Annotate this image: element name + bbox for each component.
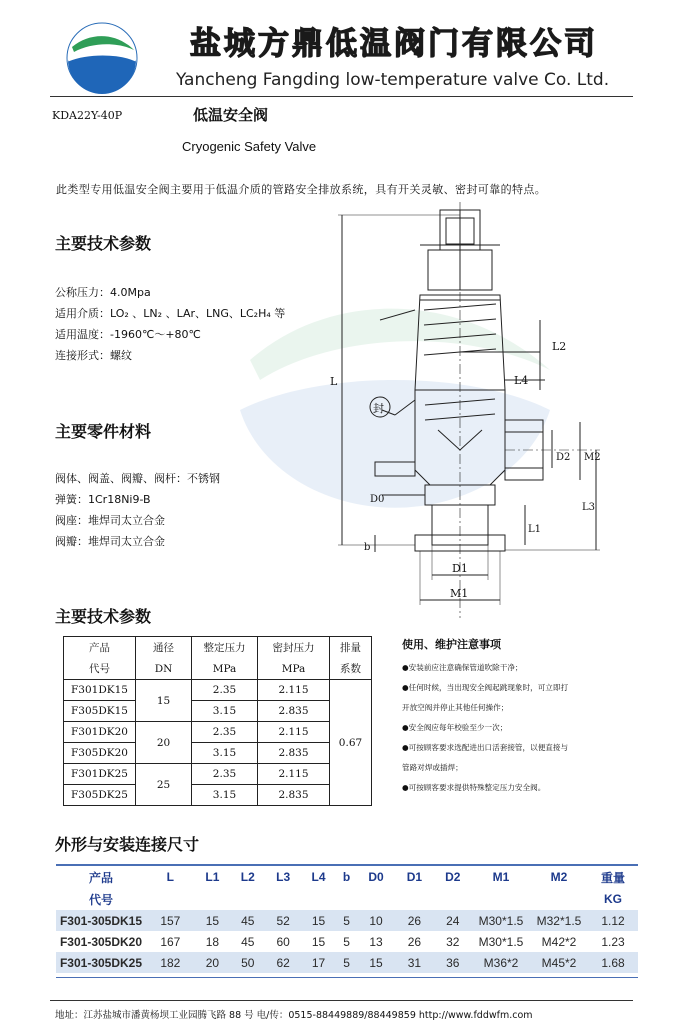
dims-model: F301-305DK20 — [59, 934, 143, 949]
param-set-pressure: 2.35 — [192, 722, 258, 743]
dims-cell: 18 — [205, 934, 220, 949]
dims-bottom-rule — [56, 977, 638, 978]
dims-cell: 45 — [230, 910, 265, 931]
spec-connection: 连接形式：螺纹 — [55, 349, 132, 362]
dims-header: L2 — [240, 870, 255, 884]
table-row — [64, 785, 372, 806]
param-set-pressure: 3.15 — [192, 785, 258, 806]
param-header: 代号 — [64, 658, 136, 680]
table-row — [64, 764, 372, 785]
dims-cell: M32*1.5 — [530, 910, 588, 931]
param-discharge-coefficient: 0.67 — [330, 680, 372, 806]
dim-label-b: b — [364, 542, 371, 553]
dim-label-D1: D1 — [452, 562, 468, 575]
dims-header: b — [342, 870, 351, 884]
dims-cell: 157 — [146, 910, 195, 931]
dim-label-L2: L2 — [552, 340, 567, 353]
dims-cell: 62 — [265, 952, 300, 973]
header-divider — [50, 96, 633, 97]
dims-cell: 15 — [311, 934, 326, 949]
note-item: ●安全阀应每年校验至少一次； — [402, 723, 508, 732]
dims-cell: M36*2 — [472, 952, 530, 973]
dims-cell: 45 — [241, 934, 255, 949]
param-header: 通径 — [136, 637, 192, 659]
dims-cell: 24 — [434, 910, 472, 931]
param-header: 整定压力 — [192, 637, 258, 659]
materials-list — [55, 468, 220, 552]
dim-label-L: L — [330, 375, 338, 388]
dims-cell: M45*2 — [530, 952, 588, 973]
dims-cell: 60 — [276, 934, 290, 949]
company-name-cn: 盐城方鼎低温阀门有限公司 — [190, 26, 598, 62]
dims-section-title: 外形与安装连接尺寸 — [55, 835, 200, 854]
material-seat: 阀座：堆焊司太立合金 — [55, 514, 165, 527]
spec-media: 适用介质：LO₂ 、LN₂ 、LAr、LNG、LC₂H₄ 等 — [55, 307, 286, 320]
param-dn: 20 — [136, 722, 192, 764]
params-section-title: 主要技术参数 — [55, 607, 152, 626]
dims-table — [56, 866, 638, 973]
dims-header: M2 — [550, 870, 568, 884]
param-seal-pressure: 2.115 — [258, 680, 330, 701]
materials-section-title: 主要零件材料 — [55, 422, 152, 441]
dims-cell: 36 — [434, 952, 472, 973]
note-item: 开放空阀并停止其他任何操作； — [402, 703, 509, 712]
param-header: 系数 — [330, 658, 372, 680]
param-model: F305DK15 — [64, 701, 136, 722]
dims-header: 代号 — [88, 892, 113, 907]
seal-label: 封 — [373, 402, 384, 415]
material-body: 阀体、阀盖、阀瓣、阀杆：不锈钢 — [55, 472, 220, 485]
product-subtitle: Cryogenic Safety Valve — [182, 139, 317, 154]
footer-contact: 地址：江苏盐城市潘黄杨坝工业园腾飞路 88 号 电/传：0515-88449889/88449859 http://www.fddwfm.com — [55, 1010, 533, 1021]
note-item: ●可按顾客要求选配进出口活套接管，以便直接与 — [402, 743, 569, 752]
material-spring: 弹簧：1Cr18Ni9-B — [55, 493, 151, 506]
dims-cell: M42*2 — [541, 934, 577, 949]
dims-cell: 15 — [195, 910, 230, 931]
dims-cell: 52 — [265, 910, 300, 931]
dims-cell: 5 — [343, 934, 350, 949]
dims-cell: 5 — [336, 910, 357, 931]
company-name-en: Yancheng Fangding low-temperature valve Co. Ltd. — [176, 70, 610, 90]
params-table — [63, 636, 372, 806]
param-header: MPa — [258, 658, 330, 680]
company-logo-icon — [66, 22, 138, 94]
dims-cell: 32 — [446, 934, 460, 949]
param-set-pressure: 2.35 — [192, 680, 258, 701]
dims-cell: 5 — [336, 952, 357, 973]
param-header: DN — [136, 658, 192, 680]
dim-label-L4: L4 — [514, 374, 529, 387]
param-seal-pressure: 2.835 — [258, 785, 330, 806]
dims-weight: 1.68 — [588, 952, 638, 973]
table-row — [56, 910, 638, 931]
dims-header: 产品 — [88, 870, 113, 885]
dim-label-L1: L1 — [528, 524, 542, 535]
model-code: KDA22Y-40P — [52, 109, 123, 122]
dims-header: KG — [604, 892, 622, 906]
param-header: 密封压力 — [258, 637, 330, 659]
dims-weight: 1.23 — [601, 934, 625, 949]
table-row — [64, 722, 372, 743]
valve-technical-drawing — [320, 200, 620, 620]
param-header: 排量 — [330, 637, 372, 659]
note-item: 管路对焊或插焊； — [402, 763, 463, 772]
table-row — [56, 952, 638, 973]
notes-title: 使用、维护注意事项 — [402, 638, 501, 651]
table-row — [64, 743, 372, 764]
param-seal-pressure: 2.835 — [258, 743, 330, 764]
spec-temperature: 适用温度：-1960℃～+80℃ — [55, 328, 201, 341]
dims-header: L4 — [311, 870, 326, 884]
param-model: F301DK20 — [64, 722, 136, 743]
param-dn: 25 — [136, 764, 192, 806]
dims-header: 重量 — [600, 870, 625, 885]
footer-divider — [50, 1000, 633, 1001]
dims-model: F301-305DK25 — [56, 952, 146, 973]
dim-label-D2: D2 — [556, 452, 571, 463]
note-item: ●可按顾客要求提供特殊整定压力安全阀。 — [402, 783, 546, 792]
dim-label-L3: L3 — [582, 502, 596, 513]
dims-model: F301-305DK15 — [56, 910, 146, 931]
dims-cell: 10 — [357, 910, 395, 931]
table-row — [64, 680, 372, 701]
dims-cell: 15 — [357, 952, 395, 973]
maintenance-notes — [402, 636, 642, 798]
dims-cell: 13 — [369, 934, 383, 949]
note-item: ●任何时候，当出现安全阀起跳现象时，可立即打 — [402, 683, 569, 692]
param-set-pressure: 3.15 — [192, 743, 258, 764]
param-model: F301DK25 — [64, 764, 136, 785]
dims-header-row-1 — [56, 866, 638, 888]
note-item: ●安装前应注意确保管道吹除干净； — [402, 663, 523, 672]
dim-label-M2: M2 — [584, 452, 601, 463]
dims-cell: 26 — [407, 934, 422, 949]
dims-cell: 26 — [395, 910, 433, 931]
dims-weight: 1.12 — [588, 910, 638, 931]
table-row — [56, 931, 638, 952]
dims-header-row-2 — [56, 888, 638, 910]
param-seal-pressure: 2.115 — [258, 722, 330, 743]
table-row — [64, 701, 372, 722]
param-set-pressure: 2.35 — [192, 764, 258, 785]
param-header: MPa — [192, 658, 258, 680]
spec-pressure: 公称压力：4.0Mpa — [55, 286, 151, 299]
intro-paragraph: 此类型专用低温安全阀主要用于低温介质的管路安全排放系统，具有开关灵敏、密封可靠的特点。 — [56, 183, 547, 196]
param-header: 产品 — [64, 637, 136, 659]
dims-header: D2 — [445, 870, 461, 884]
dims-cell: 167 — [160, 934, 181, 949]
dims-header: L3 — [276, 870, 291, 884]
dims-cell: M30*1.5 — [478, 934, 524, 949]
dims-cell: M30*1.5 — [472, 910, 530, 931]
dims-header: M1 — [492, 870, 510, 884]
param-seal-pressure: 2.115 — [258, 764, 330, 785]
dims-header: D1 — [406, 870, 423, 884]
params-header-row-1 — [64, 637, 372, 659]
param-seal-pressure: 2.835 — [258, 701, 330, 722]
dims-cell: 17 — [301, 952, 336, 973]
dims-cell: 20 — [195, 952, 230, 973]
param-set-pressure: 3.15 — [192, 701, 258, 722]
dims-cell: 15 — [301, 910, 336, 931]
dims-cell: 50 — [230, 952, 265, 973]
product-title: 低温安全阀 — [193, 106, 269, 124]
dims-header: D0 — [368, 870, 384, 884]
dims-cell: 31 — [395, 952, 433, 973]
dim-label-D0: D0 — [370, 494, 385, 505]
param-model: F305DK20 — [64, 743, 136, 764]
param-model: F305DK25 — [64, 785, 136, 806]
param-dn: 15 — [136, 680, 192, 722]
dims-header: L — [166, 870, 175, 884]
dims-cell: 182 — [146, 952, 195, 973]
params-header-row-2 — [64, 658, 372, 680]
material-disc: 阀瓣：堆焊司太立合金 — [55, 535, 165, 548]
dim-label-M1: M1 — [450, 587, 469, 600]
dims-header: L1 — [205, 870, 220, 884]
specs-section-title: 主要技术参数 — [55, 234, 152, 253]
param-model: F301DK15 — [64, 680, 136, 701]
